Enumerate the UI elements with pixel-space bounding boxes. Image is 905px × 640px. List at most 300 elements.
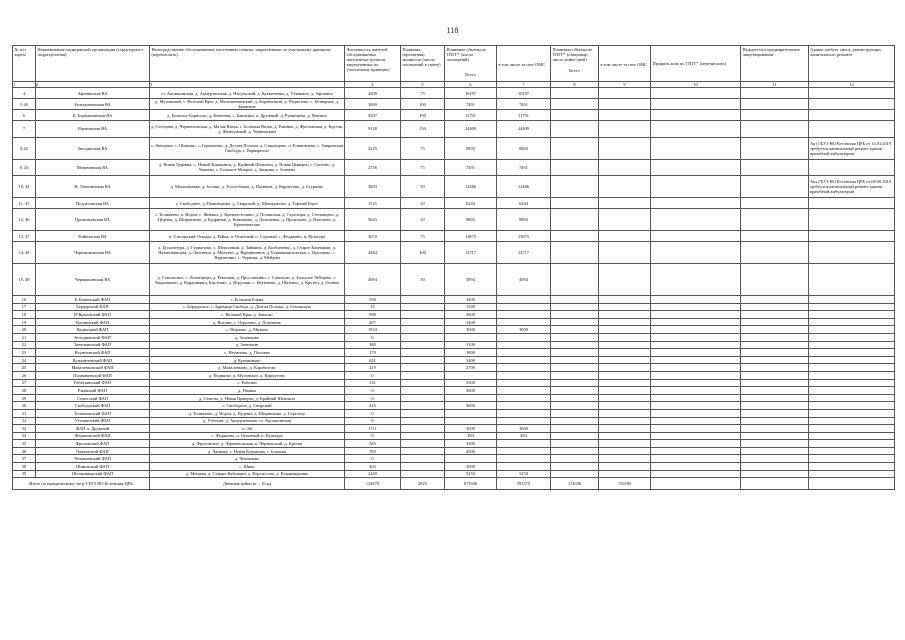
bed-days-total-cell bbox=[551, 326, 599, 334]
table-row bbox=[13, 417, 895, 425]
building-note-cell bbox=[809, 440, 895, 448]
visits-oms-cell: 11791 bbox=[497, 110, 551, 121]
settlements-cell: с. Звёздные, с. Шишово, с. Горношево, д. Долгая Полома, д. Стаконцево, п. Кликовцево, с. Заиринская Свобода, с. Варварполе bbox=[150, 137, 345, 159]
capacity-cell bbox=[401, 470, 445, 478]
settlements-cell: д. Бусыгитура, д. Гурманово, с. Шеполиков, д. Займина, д. Колбиченко, д. Старое Камчикин, д. Назаповинская, д. Лизгиноа, д. Михаево, д. Вершининов, д. Бершвишиловская, с. Высоково, с. Варшетино, с. Чернова, д. Мейдны bbox=[150, 242, 345, 264]
settlements-cell: д. Ржавка bbox=[150, 387, 345, 395]
visits-oms-cell: 3000 bbox=[497, 425, 551, 433]
visits-oms-cell: 12486 bbox=[497, 176, 551, 198]
header-cell: в том числе за счет ОМС bbox=[497, 46, 551, 82]
bed-profile-cell bbox=[651, 349, 741, 357]
visits-total-cell: 3600 bbox=[445, 402, 497, 410]
visits-total-cell bbox=[445, 333, 497, 341]
total-empty bbox=[651, 478, 741, 490]
licensing-cell bbox=[741, 121, 809, 138]
total-visits: 673946 bbox=[445, 478, 497, 490]
visits-total-cell: 3100 bbox=[445, 341, 497, 349]
facility-name-cell: Свободнский ФАП bbox=[36, 402, 150, 410]
visits-total-cell: 3400 bbox=[445, 318, 497, 326]
capacity-cell: 50 bbox=[401, 176, 445, 198]
capacity-cell: 100 bbox=[401, 110, 445, 121]
settlements-cell: д. Вотчин, с. Отролево, д. Поземинь bbox=[150, 318, 345, 326]
licensing-cell bbox=[741, 110, 809, 121]
bed-days-oms-cell bbox=[599, 209, 651, 231]
population-cell: 565 bbox=[345, 440, 401, 448]
building-note-cell bbox=[809, 88, 895, 99]
population-cell: 425 bbox=[345, 402, 401, 410]
bed-days-total-cell bbox=[551, 137, 599, 159]
licensing-cell bbox=[741, 159, 809, 176]
table-row bbox=[13, 209, 895, 231]
bed-days-total-cell bbox=[551, 264, 599, 296]
bed-profile-cell bbox=[651, 379, 741, 387]
facility-name-cell: Занепкинский ФАП bbox=[36, 341, 150, 349]
bed-profile-cell bbox=[651, 364, 741, 372]
total-empty bbox=[809, 478, 895, 490]
building-note-cell bbox=[809, 379, 895, 387]
row-number-cell: 10, 44 bbox=[13, 176, 36, 198]
settlements-cell: с. Игумново, д. Поповке bbox=[150, 349, 345, 357]
facility-name-cell: В-Враговский ФАП bbox=[36, 311, 150, 319]
bed-profile-cell bbox=[651, 470, 741, 478]
visits-oms-cell: 13875 bbox=[497, 231, 551, 242]
settlements-cell: д. Зеленцово bbox=[150, 333, 345, 341]
visits-oms-cell bbox=[497, 371, 551, 379]
population-cell: 5643 bbox=[345, 209, 401, 231]
visits-oms-cell bbox=[497, 440, 551, 448]
settlements-cell: д. Макаленково, д. Карабитово bbox=[150, 364, 345, 372]
licensing-cell bbox=[741, 264, 809, 296]
settlements-cell: д. Чапаева, с. Новая Камчинка, с. Блокова bbox=[150, 447, 345, 455]
row-number-cell: 13, 47 bbox=[13, 231, 36, 242]
bed-days-oms-cell bbox=[599, 176, 651, 198]
licensing-cell bbox=[741, 311, 809, 319]
building-note-cell bbox=[809, 349, 895, 357]
bed-profile-cell bbox=[651, 432, 741, 440]
building-note-cell bbox=[809, 198, 895, 209]
population-cell: 1525 bbox=[345, 198, 401, 209]
facility-name-cell: Утечкинский ФАП bbox=[36, 417, 150, 425]
visits-total-cell: 1500 bbox=[445, 303, 497, 311]
row-number-cell: 39 bbox=[13, 470, 36, 478]
capacity-cell bbox=[401, 409, 445, 417]
header-cell: Здание требует сноса, реконструкции, капитального ремонта bbox=[809, 46, 895, 82]
bed-profile-cell bbox=[651, 402, 741, 410]
total-row bbox=[13, 478, 895, 490]
facility-name-cell: Шиновский ФАП bbox=[36, 463, 150, 471]
bed-days-total-cell bbox=[551, 333, 599, 341]
bed-profile-cell bbox=[651, 455, 741, 463]
population-cell: 3603 bbox=[345, 176, 401, 198]
licensing-cell bbox=[741, 470, 809, 478]
population-cell: 0 bbox=[345, 387, 401, 395]
facility-name-cell: Зеледненский ФАП bbox=[36, 333, 150, 341]
facility-name-cell: Толмачевский ФАП bbox=[36, 409, 150, 417]
row-number-cell: 20 bbox=[13, 326, 36, 334]
capacity-cell bbox=[401, 463, 445, 471]
visits-oms-cell bbox=[497, 379, 551, 387]
bed-profile-cell bbox=[651, 409, 741, 417]
bed-profile-cell bbox=[651, 371, 741, 379]
bed-days-total-cell bbox=[551, 296, 599, 304]
table-row bbox=[13, 198, 895, 209]
bed-profile-cell bbox=[651, 99, 741, 110]
bed-days-total-cell bbox=[551, 99, 599, 110]
facilities-table bbox=[12, 45, 895, 490]
population-cell: 1834 bbox=[345, 326, 401, 334]
facility-name-cell: Чечениевский ФАП bbox=[36, 455, 150, 463]
licensing-cell bbox=[741, 455, 809, 463]
visits-total-cell: 3000 bbox=[445, 463, 497, 471]
licensing-cell bbox=[741, 198, 809, 209]
bed-profile-cell bbox=[651, 296, 741, 304]
building-note-cell bbox=[809, 409, 895, 417]
bed-profile-cell bbox=[651, 311, 741, 319]
visits-oms-cell bbox=[497, 455, 551, 463]
population-cell: 0 bbox=[345, 394, 401, 402]
bed-days-total-cell bbox=[551, 402, 599, 410]
building-note-cell bbox=[809, 341, 895, 349]
bed-profile-cell bbox=[651, 242, 741, 264]
bed-days-oms-cell bbox=[599, 231, 651, 242]
bed-days-total-cell bbox=[551, 318, 599, 326]
bed-profile-cell bbox=[651, 387, 741, 395]
facility-name-cell: Н. Лапотинская ВА bbox=[36, 176, 150, 198]
bed-profile-cell bbox=[651, 303, 741, 311]
capacity-cell bbox=[401, 394, 445, 402]
bed-days-total-cell bbox=[551, 364, 599, 372]
capacity-cell bbox=[401, 447, 445, 455]
licensing-cell bbox=[741, 231, 809, 242]
facility-name-cell: Б-Бежинский ФАП bbox=[36, 296, 150, 304]
row-number-cell: 32 bbox=[13, 417, 36, 425]
table-row bbox=[13, 409, 895, 417]
capacity-cell bbox=[401, 341, 445, 349]
bed-days-oms-cell bbox=[599, 341, 651, 349]
licensing-cell bbox=[741, 371, 809, 379]
licensing-cell bbox=[741, 463, 809, 471]
header-cell: Численность жителей обслуживаемых населенных пунктов, закрепленных по участковому принципу bbox=[345, 46, 401, 82]
licensing-cell bbox=[741, 341, 809, 349]
bed-days-oms-cell bbox=[599, 417, 651, 425]
facility-name-cell: Подлесовская ВА bbox=[36, 198, 150, 209]
header-cell: Плановые объемы по ТПГГ* (число посещений) Всего bbox=[445, 46, 497, 82]
facility-name-cell: Ядовомская ВА bbox=[36, 121, 150, 138]
bed-profile-cell bbox=[651, 341, 741, 349]
table-row bbox=[13, 99, 895, 110]
population-cell: 2225 bbox=[345, 137, 401, 159]
licensing-cell bbox=[741, 326, 809, 334]
settlements-cell: д. Кузьминово bbox=[150, 356, 345, 364]
building-note-cell bbox=[809, 356, 895, 364]
building-note-cell bbox=[809, 242, 895, 264]
visits-oms-cell: 5250 bbox=[497, 470, 551, 478]
facility-name-cell: ФАП п. Дружный bbox=[36, 425, 150, 433]
bed-profile-cell bbox=[651, 264, 741, 296]
bed-days-oms-cell bbox=[599, 379, 651, 387]
building-note-cell bbox=[809, 455, 895, 463]
settlements-cell: д. Моколаневка, д. Зелчик, д. Толстобоков, д. Пасюков, д. Кирпутово, д. Стурково bbox=[150, 176, 345, 198]
settlements-cell: д. Толмачево, д. Игдем, д. Цедены, д. Ширменово, д. Стрелецо bbox=[150, 409, 345, 417]
visits-total-cell: 12486 bbox=[445, 176, 497, 198]
building-note-cell bbox=[809, 394, 895, 402]
column-number: 7 bbox=[497, 82, 551, 88]
building-note-cell bbox=[809, 417, 895, 425]
capacity-cell bbox=[401, 356, 445, 364]
bed-days-total-cell bbox=[551, 432, 599, 440]
bed-days-oms-cell bbox=[599, 371, 651, 379]
column-number: 6 bbox=[445, 82, 497, 88]
capacity-cell: 50 bbox=[401, 264, 445, 296]
table-row bbox=[13, 463, 895, 471]
bed-days-total-cell bbox=[551, 356, 599, 364]
capacity-cell: 75 bbox=[401, 88, 445, 99]
table-row bbox=[13, 311, 895, 319]
table-row bbox=[13, 402, 895, 410]
bed-profile-cell bbox=[651, 394, 741, 402]
bed-days-oms-cell bbox=[599, 470, 651, 478]
visits-oms-cell: 3000 bbox=[497, 326, 551, 334]
capacity-cell bbox=[401, 440, 445, 448]
bed-days-total-cell bbox=[551, 242, 599, 264]
settlements-cell: п. Слесарский Откоды, д. Ройка, п. Опытный, п. Садовый, с. Федякино, п. Культура bbox=[150, 231, 345, 242]
bed-days-oms-cell bbox=[599, 198, 651, 209]
visits-total-cell: 5250 bbox=[445, 470, 497, 478]
bed-days-oms-cell bbox=[599, 364, 651, 372]
bed-days-oms-cell bbox=[599, 110, 651, 121]
visits-total-cell: 2700 bbox=[445, 364, 497, 372]
row-number-cell: 37 bbox=[13, 455, 36, 463]
facility-name-cell: Фроловский ФАП bbox=[36, 440, 150, 448]
visits-oms-cell bbox=[497, 311, 551, 319]
column-number: 1 bbox=[13, 82, 36, 88]
table-row bbox=[13, 455, 895, 463]
row-number-cell: 34 bbox=[13, 432, 36, 440]
licensing-cell bbox=[741, 394, 809, 402]
visits-total-cell bbox=[445, 417, 497, 425]
settlements-cell: д. Новая Деревня, с. Новый Кикшинск, д. Крайний Шенокон, д. Новая Цыверть, с. Скотово, д. Чапаева, с. Большое Мокрое, д. Замкова, с. Блокова bbox=[150, 159, 345, 176]
table-row bbox=[13, 326, 895, 334]
bed-profile-cell bbox=[651, 159, 741, 176]
visits-total-cell: 11791 bbox=[445, 110, 497, 121]
table-row bbox=[13, 318, 895, 326]
table-row bbox=[13, 264, 895, 296]
table-row bbox=[13, 88, 895, 99]
row-number-cell: 33 bbox=[13, 425, 36, 433]
header-cell: Наименование медицинской организации (структурного подразделения) bbox=[36, 46, 150, 82]
population-cell: 407 bbox=[345, 318, 401, 326]
population-cell: 2269 bbox=[345, 470, 401, 478]
facility-name-cell: Б. Бормашинская ВА bbox=[36, 110, 150, 121]
licensing-cell bbox=[741, 379, 809, 387]
row-number-cell: 28 bbox=[13, 387, 36, 395]
visits-total-cell: 7491 bbox=[445, 159, 497, 176]
row-number-cell: 15, 49 bbox=[13, 264, 36, 296]
visits-oms-cell bbox=[497, 394, 551, 402]
visits-total-cell: 6244 bbox=[445, 198, 497, 209]
bed-days-total-cell bbox=[551, 455, 599, 463]
visits-total-cell: 3300 bbox=[445, 379, 497, 387]
settlements-cell: д. Большое Борисово, д. Ковчеева, с. Бакиевка, п. Дружный, д. Румянцево, д. Митино bbox=[150, 110, 345, 121]
bed-days-total-cell bbox=[551, 341, 599, 349]
bed-days-oms-cell bbox=[599, 402, 651, 410]
visits-oms-cell bbox=[497, 409, 551, 417]
population-cell: 2756 bbox=[345, 159, 401, 176]
population-cell: 4364 bbox=[345, 242, 401, 264]
row-number-cell: 7 bbox=[13, 121, 36, 138]
row-number-cell: 25 bbox=[13, 364, 36, 372]
bed-days-oms-cell bbox=[599, 159, 651, 176]
column-number: 5 bbox=[401, 82, 445, 88]
building-note-cell bbox=[809, 318, 895, 326]
settlements-cell: с. Свободное, д. Свирский bbox=[150, 402, 345, 410]
capacity-cell bbox=[401, 417, 445, 425]
facility-name-cell: Мешнинская ВА bbox=[36, 159, 150, 176]
licensing-cell bbox=[741, 447, 809, 455]
row-number-cell: 22 bbox=[13, 341, 36, 349]
visits-total-cell: 3000 bbox=[445, 425, 497, 433]
facility-name-cell: Звездинская ВА bbox=[36, 137, 150, 159]
capacity-cell bbox=[401, 371, 445, 379]
visits-oms-cell bbox=[497, 296, 551, 304]
header-cell: в том числе за счет ОМС bbox=[599, 46, 651, 82]
bed-profile-cell bbox=[651, 137, 741, 159]
visits-oms-cell: 484 bbox=[497, 432, 551, 440]
capacity-cell bbox=[401, 379, 445, 387]
facility-name-cell: Бердерский ФАП bbox=[36, 303, 150, 311]
header-cell: Плановая (проектная) мощность (число посещений в смену) bbox=[401, 46, 445, 82]
visits-total-cell: 3400 bbox=[445, 296, 497, 304]
header-cell: № п/п карты bbox=[13, 46, 36, 82]
row-number-cell: 11, 45 bbox=[13, 198, 36, 209]
table-row bbox=[13, 425, 895, 433]
visits-oms-cell: 7491 bbox=[497, 99, 551, 110]
row-number-cell: 23 bbox=[13, 349, 36, 357]
population-cell: 0 bbox=[345, 455, 401, 463]
bed-days-total-cell bbox=[551, 349, 599, 357]
licensing-cell bbox=[741, 99, 809, 110]
visits-total-cell bbox=[445, 394, 497, 402]
row-number-cell: 16 bbox=[13, 296, 36, 304]
header-cell: Профиль коек по ТПГГ* (перечислить) bbox=[651, 46, 741, 82]
bed-days-oms-cell bbox=[599, 121, 651, 138]
row-number-cell: 5.40 bbox=[13, 99, 36, 110]
facility-name-cell: Подвязьевский ФАП bbox=[36, 371, 150, 379]
row-number-cell: 27 bbox=[13, 379, 36, 387]
visits-total-cell: 4994 bbox=[445, 264, 497, 296]
building-note-cell bbox=[809, 303, 895, 311]
column-number: 3 bbox=[150, 82, 345, 88]
population-cell: 331 bbox=[345, 379, 401, 387]
population-cell: 35 bbox=[345, 303, 401, 311]
total-bed-days: 174336 bbox=[551, 478, 599, 490]
licensing-cell bbox=[741, 209, 809, 231]
visits-oms-cell: 8803 bbox=[497, 137, 551, 159]
bed-days-total-cell bbox=[551, 417, 599, 425]
capacity-cell bbox=[401, 311, 445, 319]
total-label: Итого по юридическому лицу ГБУЗ НО Кстовская ЦРБ bbox=[13, 478, 150, 490]
licensing-cell bbox=[741, 176, 809, 198]
bed-days-oms-cell bbox=[599, 88, 651, 99]
row-number-cell: 9, 43 bbox=[13, 159, 36, 176]
licensing-cell bbox=[741, 409, 809, 417]
visits-total-cell: 484 bbox=[445, 432, 497, 440]
bed-days-total-cell bbox=[551, 463, 599, 471]
bed-days-oms-cell bbox=[599, 349, 651, 357]
total-visits-oms: 593375 bbox=[497, 478, 551, 490]
row-number-cell: 21 bbox=[13, 333, 36, 341]
building-note-cell: Акт ГБУЗ НО Кстовская ЦРБ от 14.03.2019 требуется капитальный ремонт здания врачебной амбулатории bbox=[809, 137, 895, 159]
settlements-cell: д. Мещкна, д. Старые Кайлацки, д. Верхиссоко, д. Владимировко bbox=[150, 470, 345, 478]
total-capacity: 2825 bbox=[401, 478, 445, 490]
bed-profile-cell bbox=[651, 198, 741, 209]
visits-oms-cell: 4994 bbox=[497, 264, 551, 296]
bed-days-total-cell bbox=[551, 209, 599, 231]
row-number-cell: 24 bbox=[13, 356, 36, 364]
bed-days-total-cell bbox=[551, 231, 599, 242]
visits-oms-cell bbox=[497, 417, 551, 425]
visits-total-cell: 8803 bbox=[445, 137, 497, 159]
row-number-cell: 38 bbox=[13, 463, 36, 471]
population-cell: 4507 bbox=[345, 110, 401, 121]
facility-name-cell: Федякинский ФАП bbox=[36, 432, 150, 440]
capacity-cell bbox=[401, 318, 445, 326]
visits-total-cell: 3600 bbox=[445, 311, 497, 319]
capacity-cell bbox=[401, 296, 445, 304]
bed-profile-cell bbox=[651, 463, 741, 471]
visits-oms-cell: 24409 bbox=[497, 121, 551, 138]
population-cell: 939 bbox=[345, 296, 401, 304]
table-row bbox=[13, 159, 895, 176]
bed-days-oms-cell bbox=[599, 432, 651, 440]
bed-days-oms-cell bbox=[599, 409, 651, 417]
visits-total-cell: 2900 bbox=[445, 447, 497, 455]
column-number: 2 bbox=[36, 82, 150, 88]
settlements-cell: д. Сокольское, с. Лопатинцы, д. Ремешки, д. Прослаткино, с. Соколово, д. Большое Лебедево, с. Черкашково, д. Кордовкинд. Быстовао, д. Игрушки, с. Игумново, д. Шатовко, д. Крутец, д. Осиное bbox=[150, 264, 345, 296]
bed-days-oms-cell bbox=[599, 394, 651, 402]
visits-total-cell: 3000 bbox=[445, 326, 497, 334]
column-number: 8 bbox=[551, 82, 599, 88]
visits-oms-cell bbox=[497, 402, 551, 410]
bed-days-total-cell bbox=[551, 159, 599, 176]
settlements-cell: с. Свободное, д. Пашигорово, д. Свирский, д. Шикиденово, д. Горный Берег bbox=[150, 198, 345, 209]
licensing-cell bbox=[741, 356, 809, 364]
facility-name-cell: Игумновский ФАП bbox=[36, 349, 150, 357]
visits-total-cell: 3400 bbox=[445, 356, 497, 364]
population-cell: 9128 bbox=[345, 121, 401, 138]
total-empty bbox=[741, 478, 809, 490]
licensing-cell bbox=[741, 425, 809, 433]
row-number-cell: 4 bbox=[13, 88, 36, 99]
bed-days-total-cell bbox=[551, 394, 599, 402]
capacity-cell bbox=[401, 402, 445, 410]
table-row bbox=[13, 371, 895, 379]
settlements-cell: с. Толмачево, п. Игдем, с. Женаки, д. Кремчестолино, д. Полянская, д. Стрелецы, д. Степанцево, д. Цедены, д. Ширменово, д. Кудринки, д. Комишево, д. Дольменко, д. Прокопово, д. Власчено, д. Кременевские bbox=[150, 209, 345, 231]
bed-days-oms-cell bbox=[599, 303, 651, 311]
table-row bbox=[13, 341, 895, 349]
visits-total-cell: 3600 bbox=[445, 387, 497, 395]
capacity-cell bbox=[401, 455, 445, 463]
row-number-cell: 31 bbox=[13, 409, 36, 417]
visits-total-cell: 14717 bbox=[445, 242, 497, 264]
bed-days-total-cell bbox=[551, 176, 599, 198]
population-cell: 419 bbox=[345, 364, 401, 372]
table-row bbox=[13, 303, 895, 311]
licensing-cell bbox=[741, 303, 809, 311]
licensing-cell bbox=[741, 432, 809, 440]
bed-days-oms-cell bbox=[599, 264, 651, 296]
facility-name-cell: Ройкинская ВА bbox=[36, 231, 150, 242]
